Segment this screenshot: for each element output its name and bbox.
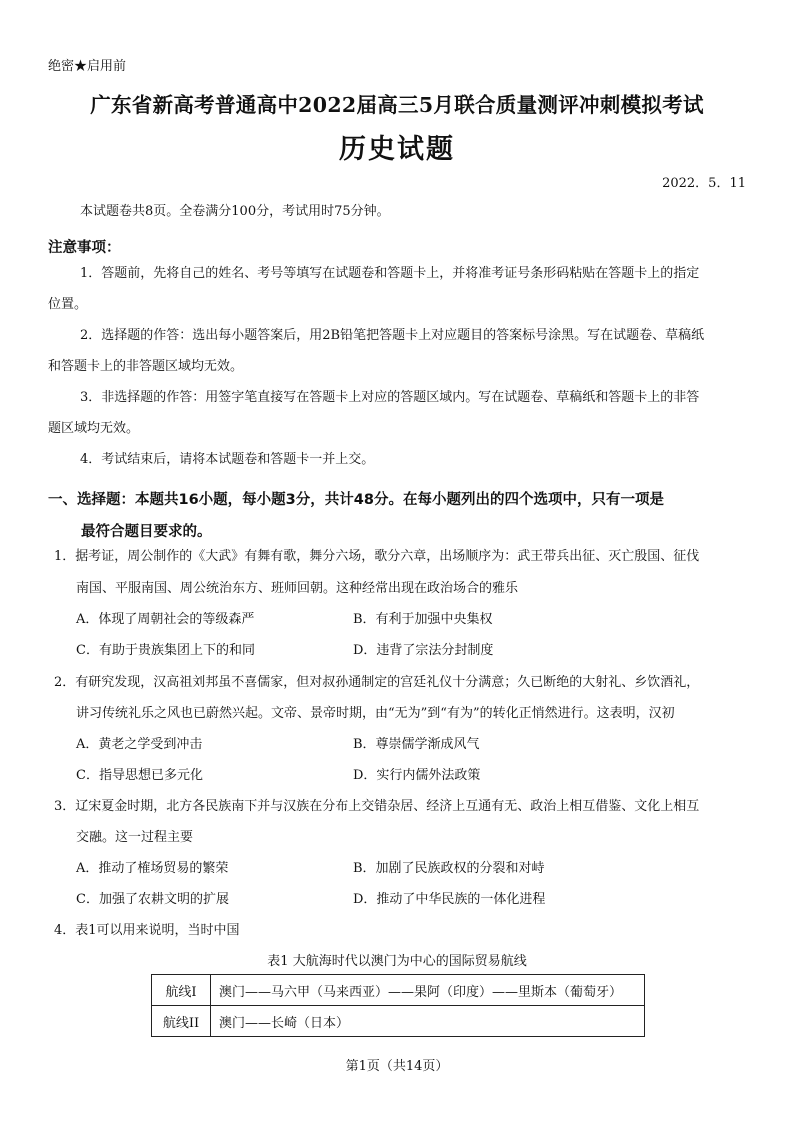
question-2-option-d: D．实行内儒外法政策	[353, 768, 481, 783]
table-row	[152, 975, 645, 1006]
question-2-text: 讲习传统礼乐之风也已蔚然兴起。文帝、景帝时期，由“无为”到“有为”的转化正悄然进行。这表明，汉初	[76, 706, 675, 721]
question-3-option-c: C．加强了农耕文明的扩展	[76, 892, 229, 907]
question-4-text: 4．表1可以用来说明，当时中国	[54, 923, 240, 938]
route-path: 澳门——马六甲（马来西亚）——果阿（印度）——里斯本（葡萄牙）	[211, 975, 645, 1006]
exam-date: 2022．5．11	[662, 176, 746, 191]
exam-title: 广东省新高考普通高中2022届高三5月联合质量测评冲刺模拟考试	[90, 93, 704, 117]
question-2-text: 2．有研究发现，汉高祖刘邦虽不喜儒家，但对叔孙通制定的宫廷礼仪十分满意；久已断绝的大射礼、乡饮酒礼，	[54, 675, 700, 690]
notice-line: 1．答题前，先将自己的姓名、考号等填写在试题卷和答题卡上，并将准考证号条形码粘贴在答题卡上的指定	[80, 266, 700, 281]
question-1-option-d: D．违背了宗法分封制度	[353, 643, 494, 658]
page-footer: 第1页（共14页）	[345, 1059, 449, 1074]
section-heading-line: 一、选择题：本题共16小题，每小题3分，共计48分。在每小题列出的四个选项中，只有一项是	[48, 492, 664, 508]
route-path: 澳门——长崎（日本）	[211, 1006, 645, 1037]
notice-line: 位置。	[48, 297, 88, 312]
question-3-option-b: B．加剧了民族政权的分裂和对峙	[353, 861, 545, 876]
section-heading	[48, 484, 664, 548]
route-label: 航线I	[152, 975, 211, 1006]
trade-route-table	[151, 974, 645, 1037]
question-1-text: 南国、平服南国、周公统治东方、班师回朝。这种经常出现在政治场合的雅乐	[76, 581, 519, 596]
question-1-option-c: C．有助于贵族集团上下的和同	[76, 643, 255, 658]
question-1-option-b: B．有利于加强中央集权	[353, 612, 493, 627]
exam-subject-title: 历史试题	[339, 134, 455, 165]
notice-line: 和答题卡上的非答题区域均无效。	[48, 359, 244, 374]
question-3-text: 交融。这一过程主要	[76, 830, 194, 845]
notice-line: 2．选择题的作答：选出每小题答案后，用2B铅笔把答题卡上对应题目的答案标号涂黑。写在试题卷、草稿纸	[80, 328, 705, 343]
question-1-option-a: A．体现了周朝社会的等级森严	[76, 612, 255, 627]
notice-line: 题区域均无效。	[48, 421, 140, 436]
question-2-option-c: C．指导思想已多元化	[76, 768, 203, 783]
question-3-option-a: A．推动了榷场贸易的繁荣	[76, 861, 229, 876]
confidential-label: 绝密★启用前	[48, 59, 127, 74]
question-3-text: 3．辽宋夏金时期，北方各民族南下并与汉族在分布上交错杂居、经济上互通有无、政治上相互借鉴、文化上相互	[54, 799, 700, 814]
table-row	[152, 1006, 645, 1037]
section-heading-line: 最符合题目要求的。	[81, 524, 212, 540]
intro-text: 本试题卷共8页。全卷满分100分，考试用时75分钟。	[80, 204, 390, 219]
notice-line: 3．非选择题的作答：用签字笔直接写在答题卡上对应的答题区域内。写在试题卷、草稿纸和答题卡上的非答	[80, 390, 700, 405]
question-1-text: 1．据考证，周公制作的《大武》有舞有歌，舞分六场，歌分六章，出场顺序为：武王带兵出征、灭亡殷国、征伐	[54, 549, 700, 564]
route-label: 航线II	[152, 1006, 211, 1037]
question-2-option-b: B．尊崇儒学渐成风气	[353, 737, 480, 752]
notice-heading: 注意事项：	[48, 240, 121, 256]
question-3-option-d: D．推动了中华民族的一体化进程	[353, 892, 546, 907]
notice-line: 4．考试结束后，请将本试题卷和答题卡一并上交。	[80, 452, 375, 467]
question-2-option-a: A．黄老之学受到冲击	[76, 737, 203, 752]
table-caption: 表1 大航海时代以澳门为中心的国际贸易航线	[267, 954, 527, 969]
